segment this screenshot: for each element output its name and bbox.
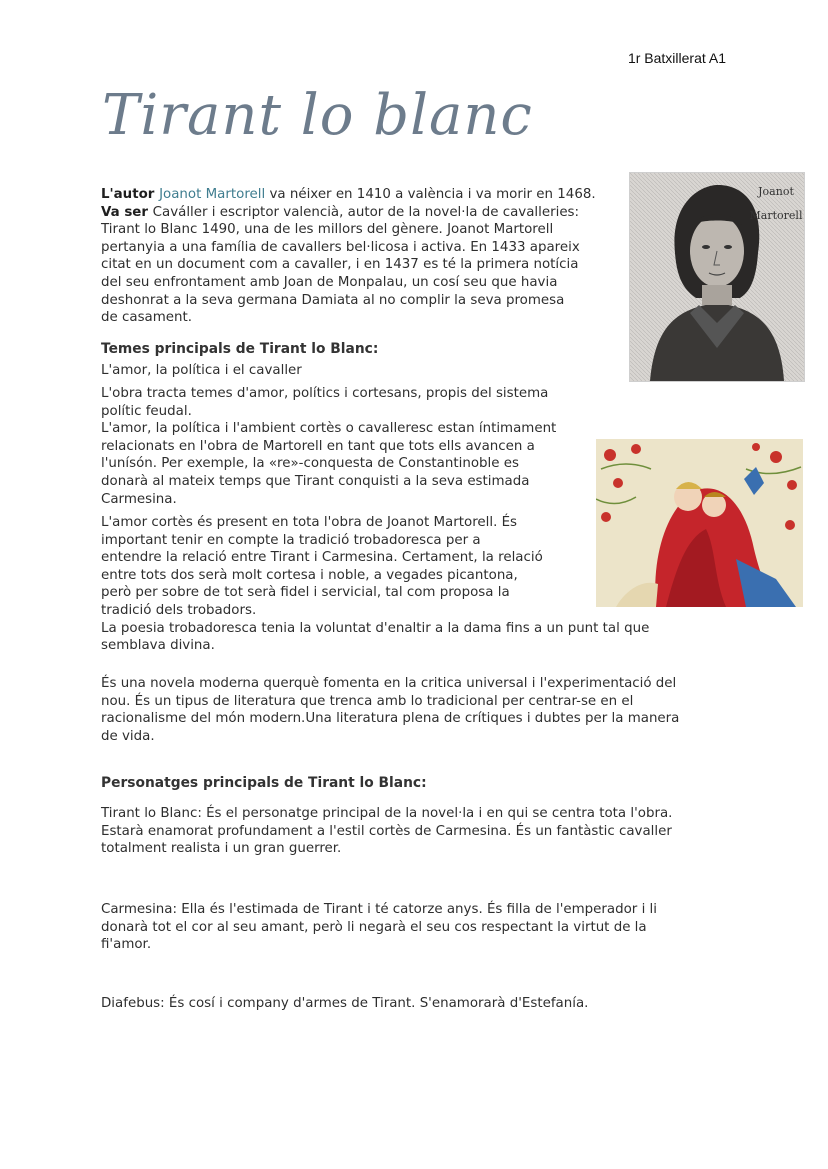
themes-paragraph-2 [101, 514, 701, 655]
themes-line: L'amor, la política i l'ambient cortès o cavalleresc estan íntimament [101, 421, 557, 437]
themes-line: Carmesina. [101, 491, 177, 507]
author-line: pertanyia a una família de cavallers bel·licosa i activa. En 1433 apareix [101, 239, 580, 255]
author-paragraph [101, 186, 621, 327]
portrait-engraving-icon [629, 172, 805, 382]
themes-line: L'obra tracta temes d'amor, polítics i cortesans, propis del sistema [101, 386, 549, 401]
character-line: Tirant lo Blanc: És el personatge principal de la novel·la i en qui se centra tota l'obra. [101, 806, 673, 821]
themes-line: però per sobre de tot serà fidel i servicial, tal com proposa la [101, 585, 510, 601]
author-line: de casament. [101, 310, 193, 326]
character-tirant [101, 805, 741, 858]
themes-line: És una novela moderna querquè fomenta en la critica universal i l'experimentació del [101, 676, 677, 691]
character-line: Diafebus: És cosí i company d'armes de Tirant. S'enamorarà d'Estefanía. [101, 996, 589, 1011]
themes-line: entre tots dos serà molt cortesa i noble, a vegades picantona, [101, 567, 518, 583]
themes-paragraph-3 [101, 675, 741, 745]
portrait-caption-top: Joanot [758, 185, 794, 198]
character-line: fi'amor. [101, 937, 152, 953]
themes-line: de vida. [101, 728, 155, 744]
author-line: Tirant lo Blanc 1490, una de les millors del gènere. Joanot Martorell [101, 222, 554, 238]
author-name: Joanot Martorell [159, 187, 266, 202]
author-role-text: Caváller i escriptor valencià, autor de la novel·la de cavalleries: [152, 204, 580, 220]
author-role-prefix: Va ser [101, 204, 153, 220]
themes-line: donarà al mateix temps que Tirant conquisti a la seva estimada [101, 473, 530, 489]
themes-line: nou. És un tipus de literatura que trenca amb lo tradicional per centrar-se en el [101, 693, 634, 709]
character-line: donarà tot el cor al seu amant, però li negarà el seu cos respectant la virtut de la [101, 919, 647, 935]
class-label: 1r Batxillerat A1 [627, 50, 726, 66]
themes-heading: Temes principals de Tirant lo Blanc: [101, 341, 379, 357]
author-line: citat en un document com a cavaller, i en 1437 es té la primera notícia [101, 257, 579, 273]
themes-line: La poesia trobadoresca tenia la voluntat d'enaltir a la dama fins a un punt tal que [101, 620, 650, 636]
themes-line: important tenir en compte la tradició trobadoresca per a [101, 532, 481, 548]
character-line: Estarà enamorat profundament a l'estil cortès de Carmesina. És un fantàstic cavaller [101, 823, 672, 839]
author-intro-text: L'autor [101, 187, 160, 202]
themes-line: semblava divina. [101, 638, 215, 654]
character-line: totalment realista i un gran guerrer. [101, 841, 342, 857]
themes-line: entendre la relació entre Tirant i Carmesina. Certament, la relació [101, 550, 543, 566]
portrait-caption-bottom: Martorell [749, 209, 803, 222]
themes-line: polític feudal. [101, 403, 192, 419]
character-diafebus [101, 995, 741, 1013]
themes-subheading: L'amor, la política i el cavaller [101, 363, 302, 378]
themes-line: L'amor cortès és present en tota l'obra de Joanot Martorell. És [101, 515, 518, 530]
themes-paragraph-1 [101, 385, 591, 508]
author-line: del seu enfrontament amb Joan de Monpalau, un cosí seu que havia [101, 274, 558, 290]
page-title: Tirant lo blanc [102, 83, 533, 148]
themes-line: relacionats en l'obra de Martorell en tant que tots ells avancen a [101, 438, 535, 454]
author-line: deshonrat a la seva germana Damiata al no complir la seva promesa [101, 292, 565, 308]
themes-line: tradició dels trobadors. [101, 602, 257, 618]
characters-heading: Personatges principals de Tirant lo Blanc: [101, 775, 427, 791]
character-line: Carmesina: Ella és l'estimada de Tirant i té catorze anys. És filla de l'emperador i li [101, 902, 657, 917]
character-carmesina [101, 901, 741, 954]
themes-line: racionalisme del món modern.Una literatura plena de crítiques i dubtes per la manera [101, 711, 680, 727]
author-birth-text: va néixer en 1410 a valència i va morir en 1468. [265, 187, 596, 202]
themes-line: l'unísón. Per exemple, la «re»-conquesta de Constantinoble es [101, 456, 519, 472]
